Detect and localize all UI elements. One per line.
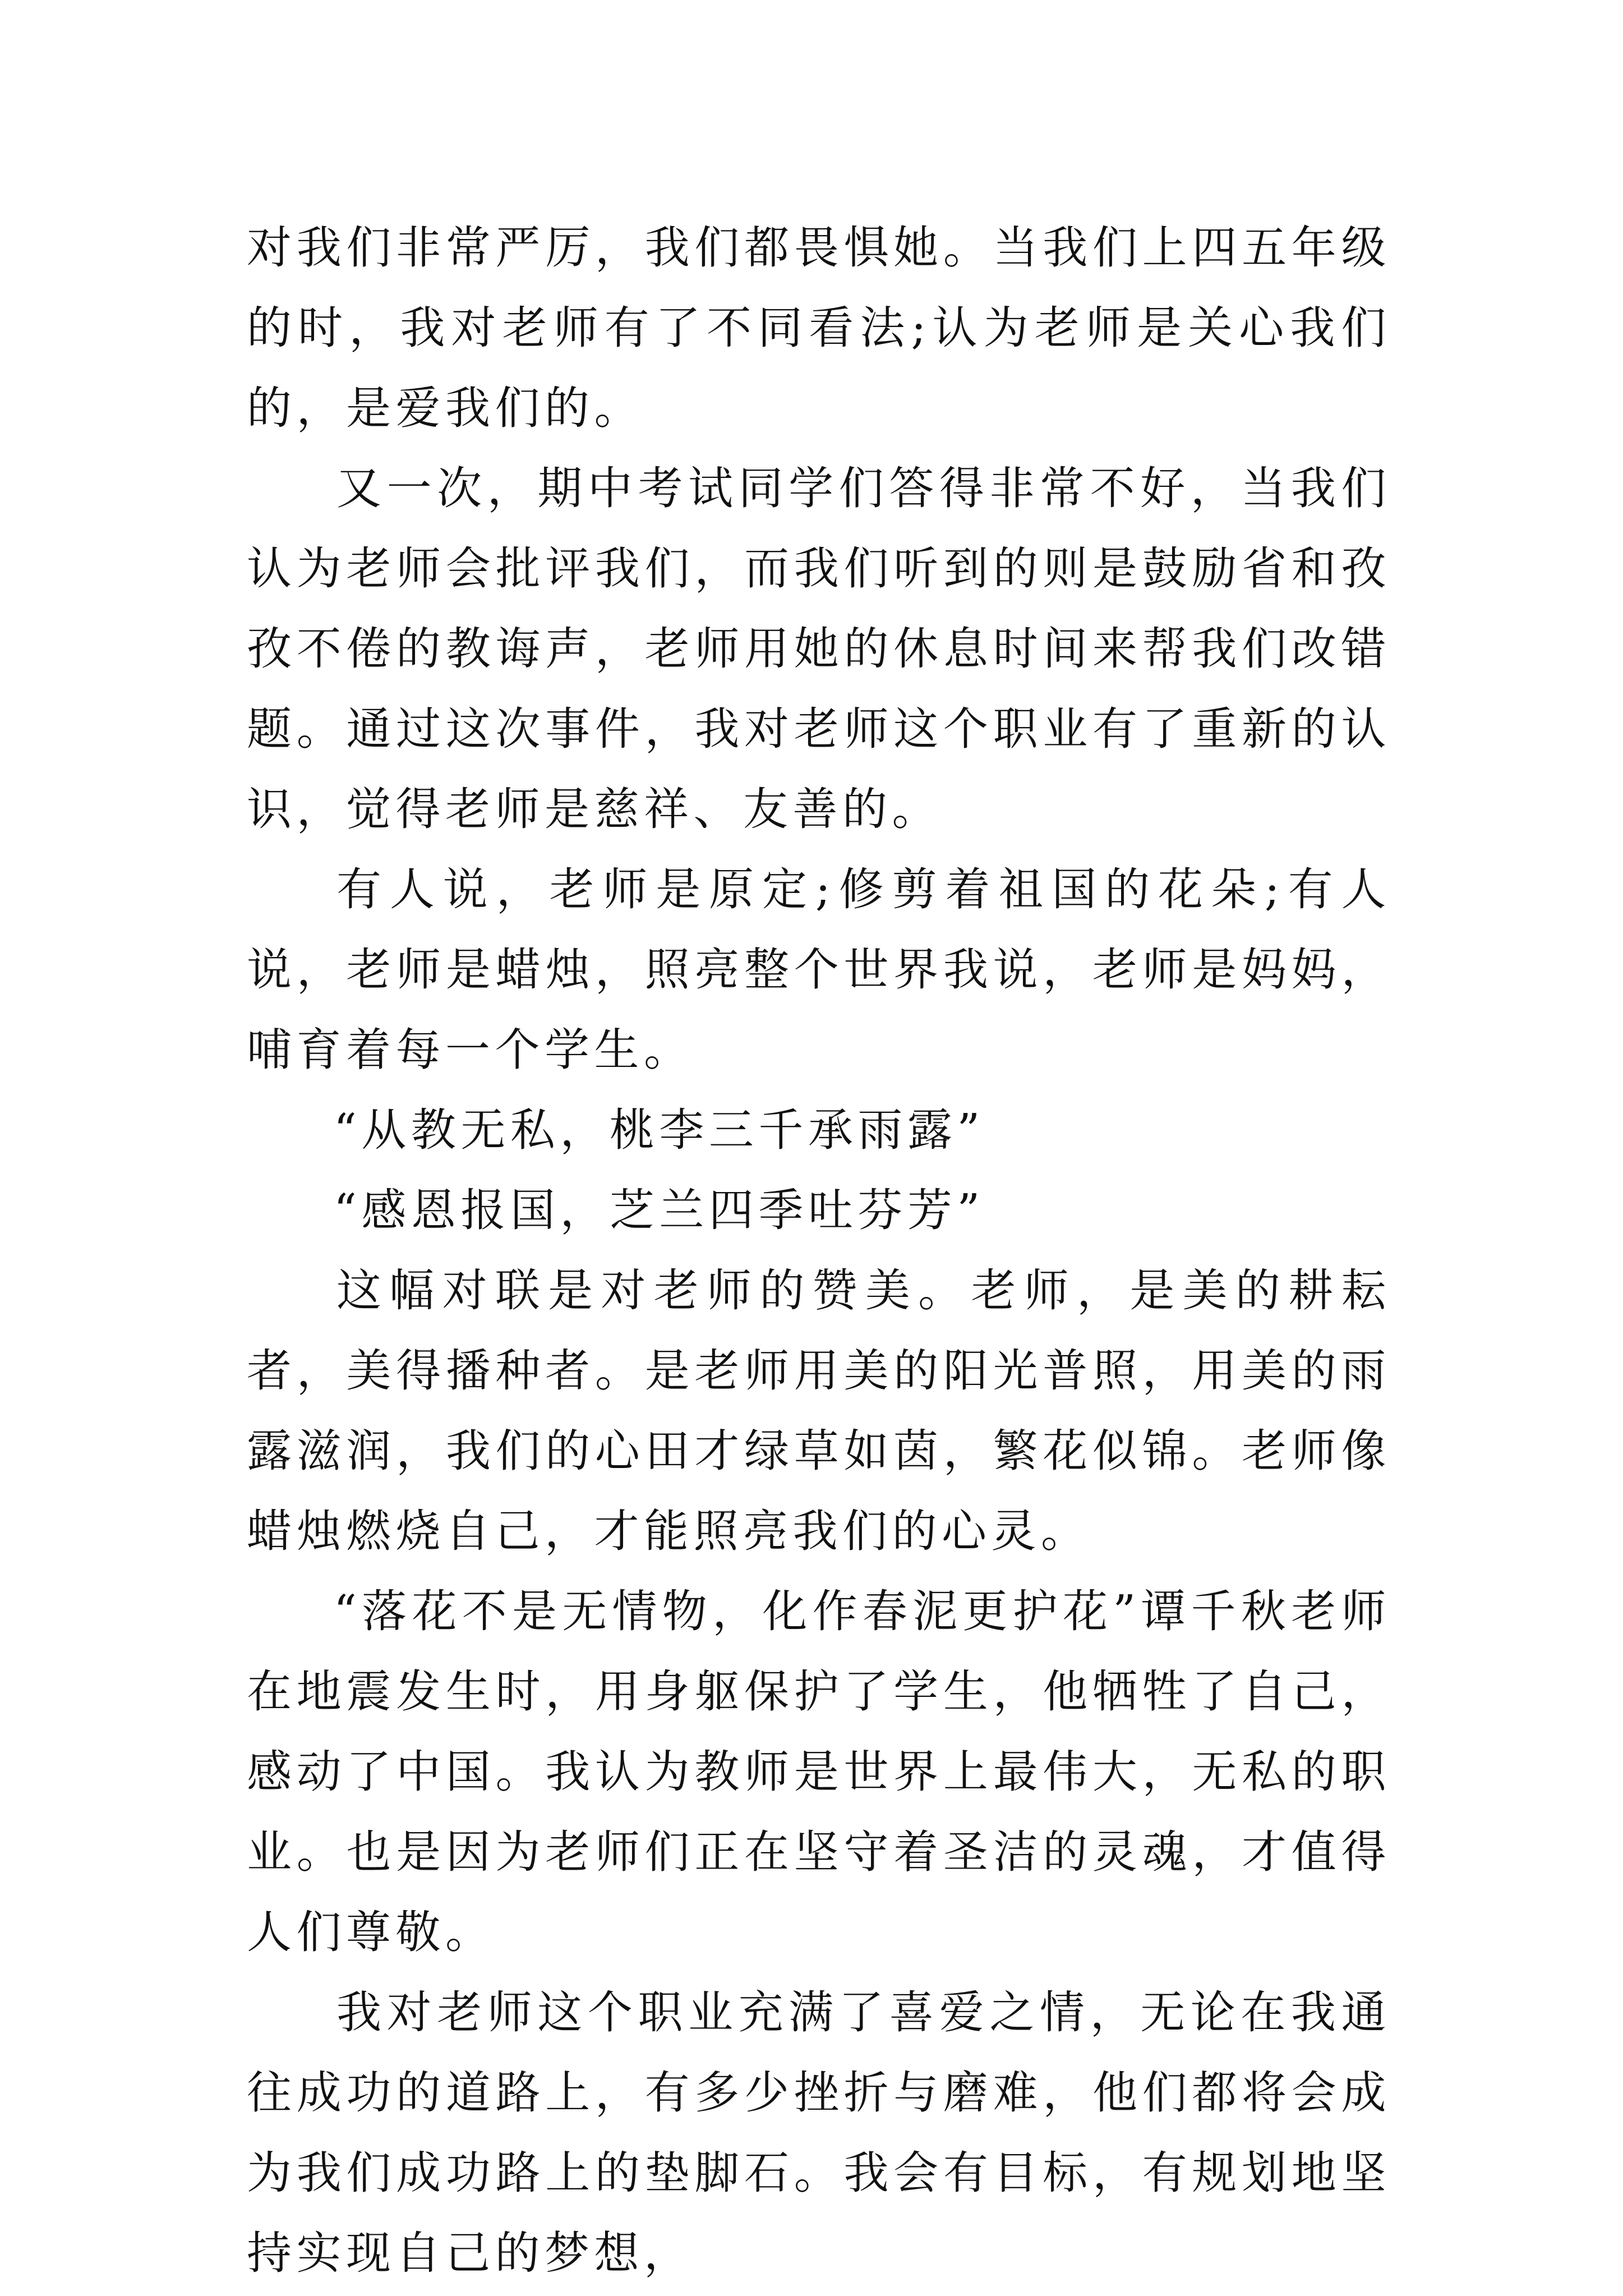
paragraph-continuation: 对我们非常严厉，我们都畏惧她。当我们上四五年级的时，我对老师有了不同看法;认为老师是关心我们的，是爱我们的。 [247,222,1391,434]
paragraph-exam-story: 又一次，期中考试同学们答得非常不好，当我们认为老师会批评我们，而我们听到的则是鼓励省和孜孜不倦的教诲声，老师用她的休息时间来帮我们改错题。通过这次事件，我对老师这个职业有了重新的认识，觉得老师是慈祥、友善的。 [247,462,1391,835]
document-body [247,208,1391,2293]
paragraph-couplet-praise: 这幅对联是对老师的赞美。老师，是美的耕耘者，美得播种者。是老师用美的阳光普照，用美的雨露滋润，我们的心田才绿草如茵，繁花似锦。老师像蜡烛燃烧自己，才能照亮我们的心灵。 [247,1264,1391,1557]
couplet-line-1: “从教无私，桃李三千承雨露” [334,1104,985,1156]
paragraph-conclusion: 我对老师这个职业充满了喜爱之情，无论在我通往成功的道路上，有多少挫折与磨难，他们都将会成为我们成功路上的垫脚石。我会有目标，有规划地坚持实现自己的梦想， [247,1986,1391,2279]
paragraph-teacher-metaphors: 有人说，老师是原定;修剪着祖国的花朵;有人说，老师是蜡烛，照亮整个世界我说，老师是妈妈，哺育着每一个学生。 [247,863,1391,1076]
paragraph-tan-qianqiu: “落花不是无情物，化作春泥更护花”谭千秋老师在地震发生时，用身躯保护了学生，他牺牲了自己，感动了中国。我认为教师是世界上最伟大，无私的职业。也是因为老师们正在坚守着圣洁的灵魂，才值得人们尊敬。 [247,1585,1391,1958]
couplet-line-2: “感恩报国，芝兰四季吐芬芳” [334,1184,985,1236]
